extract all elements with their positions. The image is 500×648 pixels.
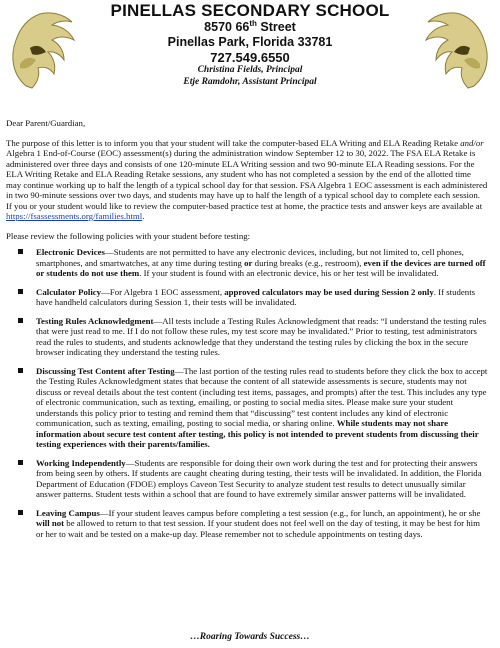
- bullet-icon: [18, 460, 23, 465]
- practice-text: If you or your student would like to review the computer-based practice test at home, the practice tests and answer keys are available at: [6, 200, 483, 211]
- footer-motto: …Roaring Towards Success…: [190, 632, 310, 642]
- policy-text: —For Algebra 1 EOC assessment,: [101, 286, 225, 297]
- policy-title: Electronic Devices: [36, 247, 105, 257]
- city-line: Pinellas Park, Florida 33781: [167, 35, 333, 49]
- policy-text: —Students are not permitted to have any electronic devices, including, but not limited to, cell phones, smartphones, and smartwatches, at any time during testing: [36, 247, 464, 268]
- bullet-icon: [18, 368, 23, 373]
- policy-emphasis: will not: [36, 518, 65, 528]
- school-name: PINELLAS SECONDARY SCHOOL: [110, 1, 390, 20]
- policy-title: Working Independently: [36, 457, 126, 468]
- practice-paragraph: [6, 201, 488, 222]
- review-intro: Please review the following policies with your student before testing:: [6, 230, 251, 241]
- policy-emphasis: approved calculators may be used during Session 2 only: [224, 286, 434, 297]
- bullet-icon: [18, 510, 23, 515]
- intro-text-1: The purpose of this letter is to inform you that your student will take the computer-based ELA Writing and ELA Reading Retake: [6, 137, 461, 148]
- policy-title: Calculator Policy: [36, 286, 102, 297]
- policy-title: Leaving Campus: [36, 507, 100, 518]
- policy-title: Discussing Test Content after Testing: [36, 365, 175, 376]
- policy-text: be allowed to return to that test session. If your student does not feel well on the day of testing, it may be best for him or her to wait and be tested on a make-up day. Please remember not to schedule appointments on testing days.: [36, 518, 480, 539]
- street-number: 8570 66: [204, 20, 250, 34]
- letterhead-text: [90, 2, 410, 88]
- bullet-icon: [18, 318, 23, 323]
- assistant-principal-name: Etje Ramdohr, Assistant Principal: [183, 76, 317, 87]
- bullet-icon: [18, 249, 23, 254]
- street-address: [90, 20, 410, 35]
- lion-head-icon: [414, 8, 494, 94]
- lion-head-icon: [6, 8, 86, 94]
- policy-item: [6, 366, 488, 450]
- policy-emphasis: even if the devices are turned off or students do not use them: [36, 257, 486, 278]
- policy-text: —All tests include a Testing Rules Acknowledgment that reads: “I understand the testing rules that were just read to me. If I do not follow these rules, my test score may be invalidated.” Prior to testing, test administrators read the rules to students, and students acknowledge that they understand the testing rules by clicking the box in the secure browser indicating they understand the testing rules.: [36, 315, 487, 357]
- practice-end: .: [142, 211, 145, 221]
- policy-item: [6, 508, 488, 540]
- principal-name: Christina Fields, Principal: [197, 65, 303, 75]
- policy-item: [6, 247, 488, 279]
- letter-body: [6, 118, 488, 547]
- policy-text: —The last portion of the testing rules read to students before they click the box to accept the Testing Rules Acknowledgment states that because the content of all statewide assessments is secure, students may not discuss or reveal details about the test content (including test items, passages, and prompts) after the test. This includes any type of electronic communication, such as texting, emailing, or posting to social media sites. Please make sure your student understands this policy prior to testing and remind them that “discussing” test content includes any kind of electronic communication, such as texting, emailing, posting to social media, or sharing online.: [36, 365, 488, 428]
- bullet-icon: [18, 289, 23, 294]
- street-suffix: th: [249, 18, 257, 28]
- policy-emphasis: While students may not share information about secure test content after testing, this policy is not intended to prevent students from discussing their testing experiences with their parents/families.: [36, 418, 479, 449]
- policy-title: Testing Rules Acknowledgment: [36, 315, 154, 326]
- phone-number: 727.549.6550: [210, 50, 290, 65]
- intro-paragraph: [6, 138, 488, 201]
- street-name: Street: [256, 20, 296, 34]
- policy-text: . If your student is found with an electronic device, his or her test will be invalidated.: [139, 268, 439, 278]
- policy-emphasis: or: [244, 257, 253, 268]
- policy-item: [6, 458, 488, 500]
- intro-text-2: Algebra 1 End-of-Course (EOC) assessment(s) during the administration window September 12 to 30, 2022. The FSA ELA Retake is administered over three days and consists of one 120-minute ELA Writing session and two 90-minute ELA Reading sessions. For the ELA Writing Retake and ELA Reading Retake sessions, any student who has not completed a session by the end of the allotted time may continue working up to half the length of a typical school day for that session. FSA Algebra 1 EOC assessment is each administered in two 90-minute sessions over two days, and students may have up to half the length of a typical school day to complete each session.: [6, 148, 488, 200]
- policy-item: [6, 316, 488, 358]
- policy-item: [6, 287, 488, 308]
- policy-list: [6, 247, 488, 539]
- policy-text: —If your student leaves campus before completing a test session (e.g., for lunch, an appointment), he or she: [99, 507, 481, 518]
- practice-tests-link[interactable]: https://fsassessments.org/families.html: [6, 211, 143, 221]
- policy-text: —Students are responsible for doing their own work during the test and for protecting their answers from being seen by others. If students are caught cheating during testing, their tests will be invalidated. In addition, the Florida Department of Education (FDOE) employs Caveon Test Security to analyze student test results to detect unusually similar answer patterns. Student tests within a school that are found to have extremely similar answer patterns will be invalidated.: [36, 457, 482, 499]
- policy-text: during breaks (e.g., restroom),: [252, 257, 364, 268]
- intro-andor: and/or: [460, 137, 484, 148]
- salutation: Dear Parent/Guardian,: [6, 118, 86, 128]
- letterhead: [0, 2, 500, 108]
- policy-text: . If students have handheld calculators during Session 1, their tests will be invalidated.: [36, 286, 476, 307]
